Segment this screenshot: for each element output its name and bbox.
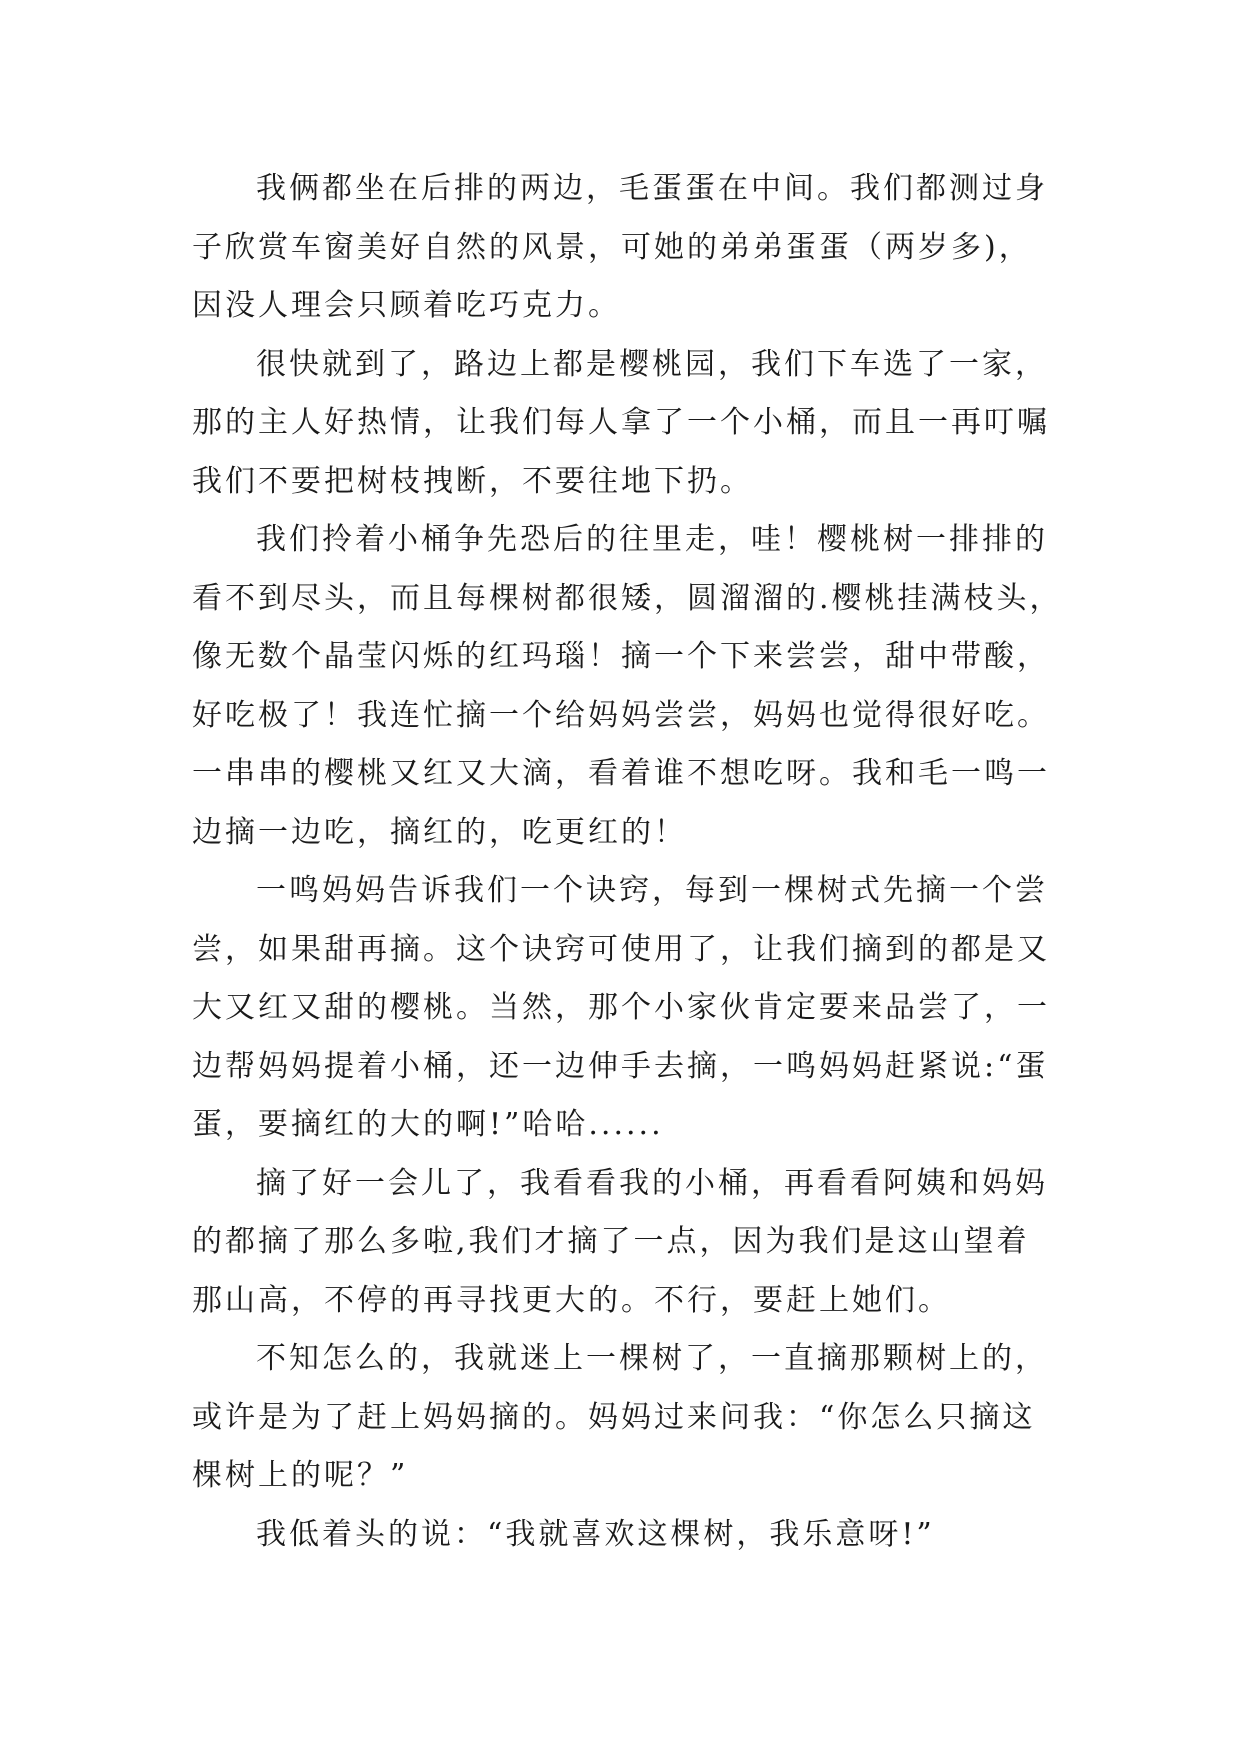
text-line: 看不到尽头，而且每棵树都很矮，圆溜溜的.樱桃挂满枝头，: [192, 580, 1063, 616]
text-line: 大又红又甜的樱桃。当然，那个小家伙肯定要来品尝了，一: [192, 990, 1050, 1025]
text-line: 子欣赏车窗美好自然的风景，可她的弟弟蛋蛋（两岁多)，: [192, 229, 1032, 265]
text-line: 因没人理会只顾着吃巧克力。: [192, 288, 621, 323]
paragraph: [192, 336, 1062, 512]
text-line: 不知怎么的，我就迷上一棵树了，一直摘那颗树上的，: [256, 1341, 1048, 1376]
text-line: 的都摘了那么多啦,我们才摘了一点，因为我们是这山望着: [192, 1224, 1030, 1259]
body-text: [192, 160, 1062, 1564]
text-line: 我低着头的说：“我就喜欢这棵树，我乐意呀!”: [256, 1516, 935, 1552]
paragraph: [192, 1155, 1062, 1331]
text-line: 蛋，要摘红的大的啊!”哈哈......: [192, 1107, 664, 1142]
text-line: 或许是为了赶上妈妈摘的。妈妈过来问我：“你怎么只摘这: [192, 1399, 1036, 1435]
text-line: 棵树上的呢？”: [192, 1458, 409, 1493]
text-line: 我们不要把树枝拽断，不要往地下扔。: [192, 463, 753, 499]
paragraph: [192, 160, 1062, 336]
text-line: 像无数个晶莹闪烁的红玛瑙！摘一个下来尝尝，甜中带酸，: [192, 639, 1050, 674]
text-line: 好吃极了！我连忙摘一个给妈妈尝尝，妈妈也觉得很好吃。: [192, 697, 1050, 733]
text-line: 尝，如果甜再摘。这个诀窍可使用了，让我们摘到的都是又: [192, 931, 1050, 967]
text-line: 我们拎着小桶争先恐后的往里走，哇！樱桃树一排排的: [256, 522, 1048, 557]
text-line: 很快就到了，路边上都是樱桃园，我们下车选了一家，: [256, 346, 1048, 382]
text-line: 边帮妈妈提着小桶，还一边伸手去摘，一鸣妈妈赶紧说:“蛋: [192, 1048, 1049, 1084]
text-line: 边摘一边吃，摘红的，吃更红的！: [192, 814, 687, 850]
paragraph: [192, 862, 1062, 1155]
text-line: 我俩都坐在后排的两边，毛蛋蛋在中间。我们都测过身: [256, 171, 1048, 206]
paragraph: [192, 511, 1062, 862]
text-line: 一串串的樱桃又红又大滴，看着谁不想吃呀。我和毛一鸣一: [192, 756, 1050, 791]
text-line: 摘了好一会儿了，我看看我的小桶，再看看阿姨和妈妈: [256, 1165, 1048, 1201]
paragraph: [192, 1330, 1062, 1506]
text-line: 一鸣妈妈告诉我们一个诀窍，每到一棵树式先摘一个尝: [256, 873, 1048, 908]
paragraph: [192, 1506, 1062, 1565]
text-line: 那山高，不停的再寻找更大的。不行，要赶上她们。: [192, 1282, 951, 1318]
text-line: 那的主人好热情，让我们每人拿了一个小桶，而且一再叮嘱: [192, 405, 1050, 440]
